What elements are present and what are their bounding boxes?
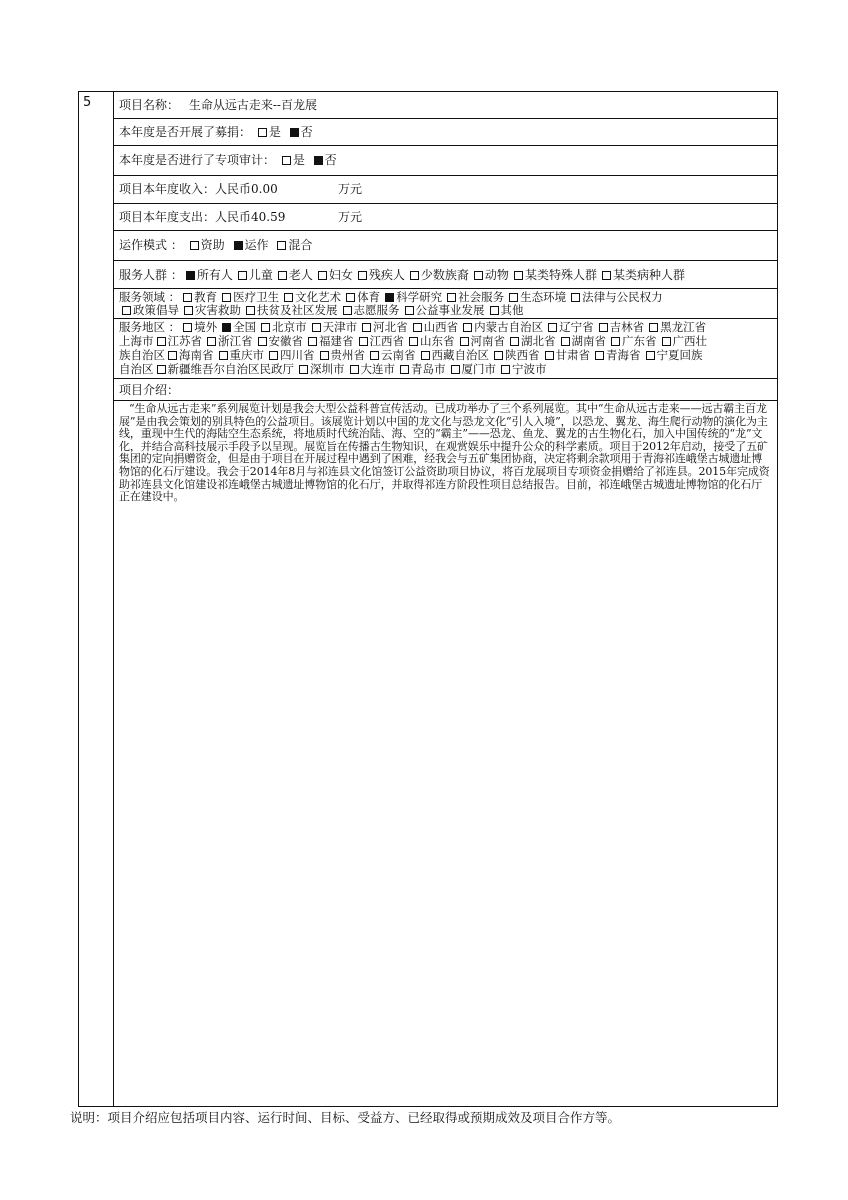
expense-row [114,204,777,231]
region-checkbox[interactable] [400,365,409,374]
service-region-options-4 [154,363,549,376]
audit-no-checkbox[interactable] [314,156,323,165]
item-number-column [78,91,113,1107]
region-option-label: 境外 [194,321,218,334]
population-checkbox[interactable] [358,271,367,280]
population-checkbox[interactable] [474,271,483,280]
region-checkbox[interactable] [157,365,166,374]
field-option-label: 扶贫及社区发展 [257,304,338,317]
region-option-label: 内蒙古自治区 [474,321,544,334]
service-field-line-1 [119,291,775,304]
region-checkbox[interactable] [494,351,503,360]
field-checkbox[interactable] [184,306,193,315]
service-field-label: 服务领域 ： [119,291,181,304]
service-field-line-2 [119,304,775,317]
population-checkbox[interactable] [514,271,523,280]
fundraising-label: 本年度是否开展了募捐： [119,125,252,139]
region-option-label: 云南省 [381,349,416,362]
income-amount: 0.00 [251,182,278,196]
mode-operate-label: 运作 [244,238,269,252]
fundraising-yes-checkbox[interactable] [258,128,267,137]
region-checkbox[interactable] [207,337,216,346]
audit-yes-label: 是 [292,153,305,167]
service-field-row [114,289,777,319]
field-checkbox[interactable] [222,293,231,302]
project-name-value: 生命从远古走来--百龙展 [188,98,317,112]
region-checkbox[interactable] [370,351,379,360]
region-option-label: 安徽省 [268,335,303,348]
service-region-line-4 [119,363,775,376]
population-checkbox[interactable] [318,271,327,280]
field-checkbox[interactable] [490,306,499,315]
region-option-label: 青海省 [606,349,641,362]
region-option-label: 湖南省 [571,335,606,348]
population-option-label: 妇女 [328,268,353,282]
population-checkbox[interactable] [278,271,287,280]
region-checkbox[interactable] [646,351,655,360]
region-option-label: 甘肃省 [555,349,590,362]
population-option-label: 动物 [484,268,509,282]
project-form [113,91,778,1107]
project-name-label: 项目名称： [119,98,180,112]
population-option-label: 少数族裔 [420,268,469,282]
region-option-label: 吉林省 [609,321,645,334]
mode-grant-label: 资助 [200,238,225,252]
region-option-label: 青岛市 [411,363,446,376]
mode-grant-checkbox[interactable] [190,241,199,250]
expense-label: 项目本年度支出：人民币 [119,210,252,224]
region-option-label: 黑龙江省 [660,321,707,334]
region-checkbox[interactable] [409,337,418,346]
service-field-options-2 [119,304,526,317]
field-checkbox[interactable] [183,293,192,302]
region-option-label: 福建省 [319,335,354,348]
region-option-label: 山东省 [420,335,455,348]
region-checkbox[interactable] [269,351,278,360]
region-option-label: 全国 [233,321,257,334]
region-checkbox[interactable] [261,323,270,332]
region-checkbox[interactable] [168,351,177,360]
region-option-label: 江苏省 [167,335,202,348]
region-checkbox[interactable] [463,323,472,332]
region-checkbox[interactable] [662,337,671,346]
item-number: 5 [83,95,92,110]
field-option-label: 体育 [357,291,381,304]
region-option-label: 天津市 [322,321,358,334]
field-checkbox[interactable] [385,293,394,302]
field-option-label: 法律与公民权力 [582,291,663,304]
field-option-label: 社会服务 [458,291,505,304]
intro-text: “生命从远古走来”系列展览计划是我会大型公益科普宣传活动。已成功举办了三个系列展览。其中“生命从远古走来——远古霸主百龙展”是由我会策划的别具特色的公益项目。该展览计划以中国的龙文化与恐龙文化“引人入境”，以恐龙、翼龙、海生爬行动物的演化为主线，重现中生代的海陆空生态系统，将地质时代统治陆、海、空的“霸主”——恐龙、鱼龙、翼龙的古生物化石，加入中国传统的“龙”文化，并结合高科技展示手段予以呈现。展览旨在传播古生物知识，在观赏娱乐中提升公众的科学素质。项目于2012年启动，接受了五矿集团的定向捐赠资金，但是由于项目在开展过程中遇到了困难，经我会与五矿集团协商，决定将剩余款项用于青海祁连峨堡古城遗址博物馆的化石厅建设。我会于2014年8月与祁连县文化馆签订公益资助项目协议，将百龙展项目专项资金捐赠给了祁连县。2015年完成资助祁连县文化馆建设祁连峨堡古城遗址博物馆的化石厅，并取得祁连方阶段性项目总结报告。目前，祁连峨堡古城遗址博物馆的化石厅正在建设中。 [119,402,770,504]
region-checkbox[interactable] [611,337,620,346]
service-region-options-1 [180,321,708,334]
field-checkbox[interactable] [405,306,414,315]
region-checkbox[interactable] [649,323,658,332]
region-option-label: 四川省 [280,349,315,362]
income-label: 项目本年度收入：人民币 [119,182,252,196]
region-option-label: 浙江省 [218,335,253,348]
region-checkbox[interactable] [501,365,510,374]
expense-amount: 40.59 [251,210,286,224]
population-option-label: 老人 [288,268,313,282]
service-field-options-1 [180,291,665,304]
region-option-label: 广西壮 [672,335,707,348]
region-option-label: 大连市 [360,363,395,376]
region-option-label: 江西省 [369,335,404,348]
region-checkbox[interactable] [299,365,308,374]
region-option-label: 辽宁省 [559,321,594,334]
population-option-label: 残疾人 [368,268,405,282]
region-checkbox[interactable] [350,365,359,374]
population-checkbox[interactable] [602,271,611,280]
region-option-label: 深圳市 [310,363,345,376]
region-option-label: 河北省 [373,321,408,334]
field-option-label: 医疗卫生 [233,291,280,304]
service-region-options-3 [165,349,705,362]
fundraising-no-checkbox[interactable] [290,128,299,137]
operation-mode-label: 运作模式 ： [119,238,183,252]
region-option-label: 宁波市 [512,363,547,376]
region-option-label: 湖北省 [521,335,556,348]
field-option-label: 政策倡导 [133,304,179,317]
service-region-options-2 [154,335,710,348]
region-option-label: 陕西省 [505,349,540,362]
region-checkbox[interactable] [561,337,570,346]
region-checkbox[interactable] [157,337,166,346]
project-name-row [114,92,777,119]
expense-unit: 万元 [338,210,363,224]
region-option-label: 新疆维吾尔自治区民政厅 [167,363,294,376]
field-checkbox[interactable] [343,306,352,315]
region-checkbox[interactable] [545,351,554,360]
region-option-label: 海南省 [179,349,214,362]
service-population-label: 服务人群 ： [119,268,183,282]
region-line4-prefix: 自治区 [119,363,154,376]
population-option-label: 所有人 [196,268,233,282]
region-option-label: 河南省 [470,335,505,348]
region-checkbox[interactable] [413,323,422,332]
field-checkbox[interactable] [246,306,255,315]
fundraising-no-label: 否 [300,125,313,139]
field-option-label: 生态环境 [520,291,567,304]
region-checkbox[interactable] [595,351,604,360]
population-option-label: 某类病种人群 [612,268,685,282]
region-option-label: 重庆市 [229,349,264,362]
intro-label-row [114,379,777,401]
service-region-row [114,319,777,379]
service-population-row [114,261,777,289]
intro-label: 项目介绍： [119,383,180,397]
region-checkbox[interactable] [219,351,228,360]
field-option-label: 文化艺术 [295,291,342,304]
field-checkbox[interactable] [122,306,131,315]
mode-mixed-checkbox[interactable] [277,241,286,250]
region-option-label: 北京市 [272,321,307,334]
field-checkbox[interactable] [571,293,580,302]
population-checkbox[interactable] [186,271,195,280]
region-option-label: 贵州省 [330,349,365,362]
region-checkbox[interactable] [222,323,231,332]
footer-note: 说明：项目介绍应包括项目内容、运行时间、目标、受益方、已经取得或预期成效及项目合作方等。 [70,1110,621,1125]
region-checkbox[interactable] [308,337,317,346]
audit-label: 本年度是否进行了专项审计： [119,153,276,167]
field-option-label: 教育 [194,291,218,304]
region-option-label: 宁夏回族 [656,349,703,362]
region-checkbox[interactable] [359,337,368,346]
region-checkbox[interactable] [510,337,519,346]
audit-no-label: 否 [324,153,337,167]
fundraising-row [114,119,777,146]
region-checkbox[interactable] [362,323,371,332]
service-region-label: 服务地区 ： [119,321,181,334]
region-checkbox[interactable] [451,365,460,374]
region-line2-prefix: 上海市 [119,335,154,348]
service-region-line-1 [119,321,775,334]
region-checkbox[interactable] [421,351,430,360]
region-line3-prefix: 族自治区 [119,349,165,362]
region-option-label: 广东省 [622,335,657,348]
population-checkbox[interactable] [410,271,419,280]
field-option-label: 志愿服务 [353,304,400,317]
field-option-label: 其他 [500,304,524,317]
field-option-label: 公益事业发展 [415,304,485,317]
service-population-options [183,268,687,282]
region-checkbox[interactable] [320,351,329,360]
field-option-label: 灾害救助 [195,304,241,317]
region-option-label: 山西省 [423,321,459,334]
population-option-label: 某类特殊人群 [524,268,597,282]
service-region-line-3 [119,349,775,362]
operation-mode-row [114,231,777,261]
population-checkbox[interactable] [238,271,247,280]
region-option-label: 西藏自治区 [431,349,489,362]
region-checkbox[interactable] [599,323,608,332]
fundraising-yes-label: 是 [268,125,281,139]
audit-yes-checkbox[interactable] [282,156,291,165]
mode-mixed-label: 混合 [288,238,313,252]
audit-row [114,146,777,176]
region-checkbox[interactable] [312,323,321,332]
region-option-label: 厦门市 [461,363,496,376]
income-row [114,176,777,204]
field-checkbox[interactable] [447,293,456,302]
service-region-line-2 [119,335,775,348]
field-checkbox[interactable] [346,293,355,302]
field-option-label: 科学研究 [396,291,443,304]
field-checkbox[interactable] [284,293,293,302]
field-checkbox[interactable] [509,293,518,302]
mode-operate-checkbox[interactable] [234,241,243,250]
region-checkbox[interactable] [183,323,192,332]
income-unit: 万元 [338,182,363,196]
region-checkbox[interactable] [460,337,469,346]
population-option-label: 儿童 [248,268,273,282]
region-checkbox[interactable] [548,323,557,332]
region-checkbox[interactable] [258,337,267,346]
